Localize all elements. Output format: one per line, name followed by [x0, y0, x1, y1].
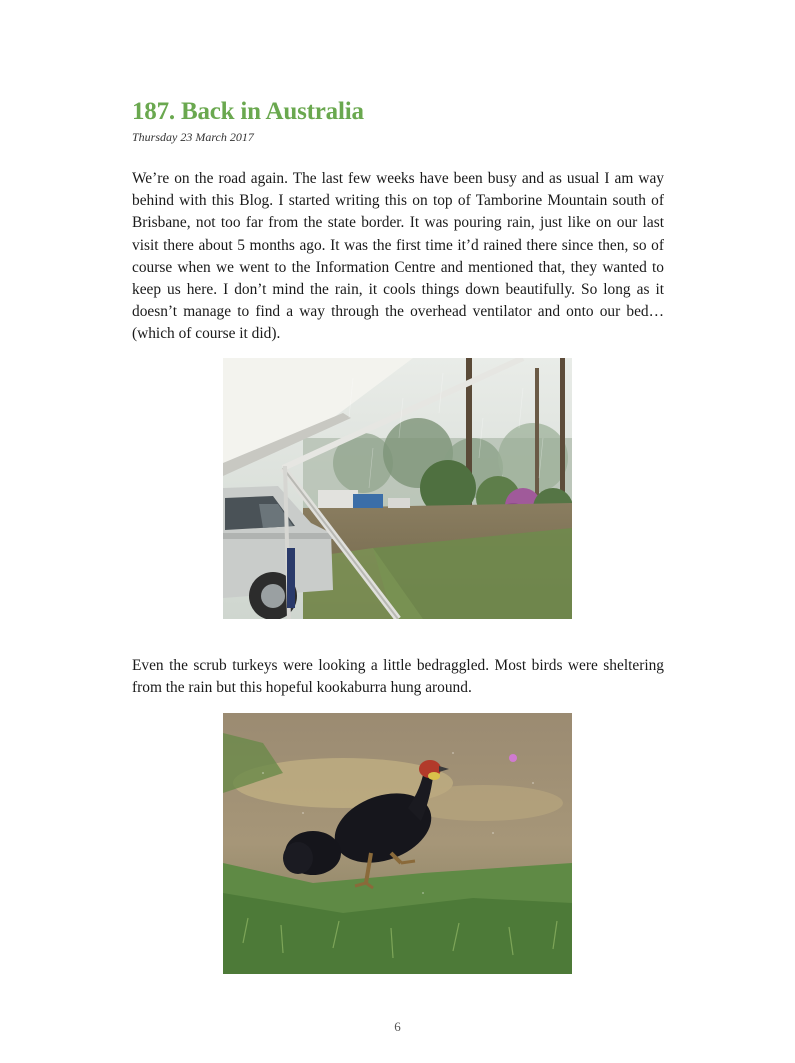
post-date: Thursday 23 March 2017 — [132, 130, 254, 144]
photo-scrub-turkey — [223, 713, 572, 974]
page-number: 6 — [394, 1019, 401, 1034]
paragraph-birds: Even the scrub turkeys were looking a little bedraggled. Most birds were sheltering from the rain but this hopeful kookaburra hung around. — [132, 657, 664, 697]
post-title: 187. Back in Australia — [132, 98, 364, 125]
photo-campsite-rain — [223, 358, 572, 619]
paragraph-intro: We’re on the road again. The last few weeks have been busy and as usual I am way behind with this Blog. I started writing this on top of Tamborine Mountain south of Brisbane, not too far from the state border. It was pouring rain, just like on our last visit there about 5 months ago. It was the first time it’d rained there since then, so of course when we went to the Information Centre and mentioned that, they wanted to keep us here. I don’t mind the rain, it cools things down beautifully. So long as it doesn’t manage to find a way through the overhead ventilator and onto our bed… (which of course it did). — [132, 170, 664, 343]
